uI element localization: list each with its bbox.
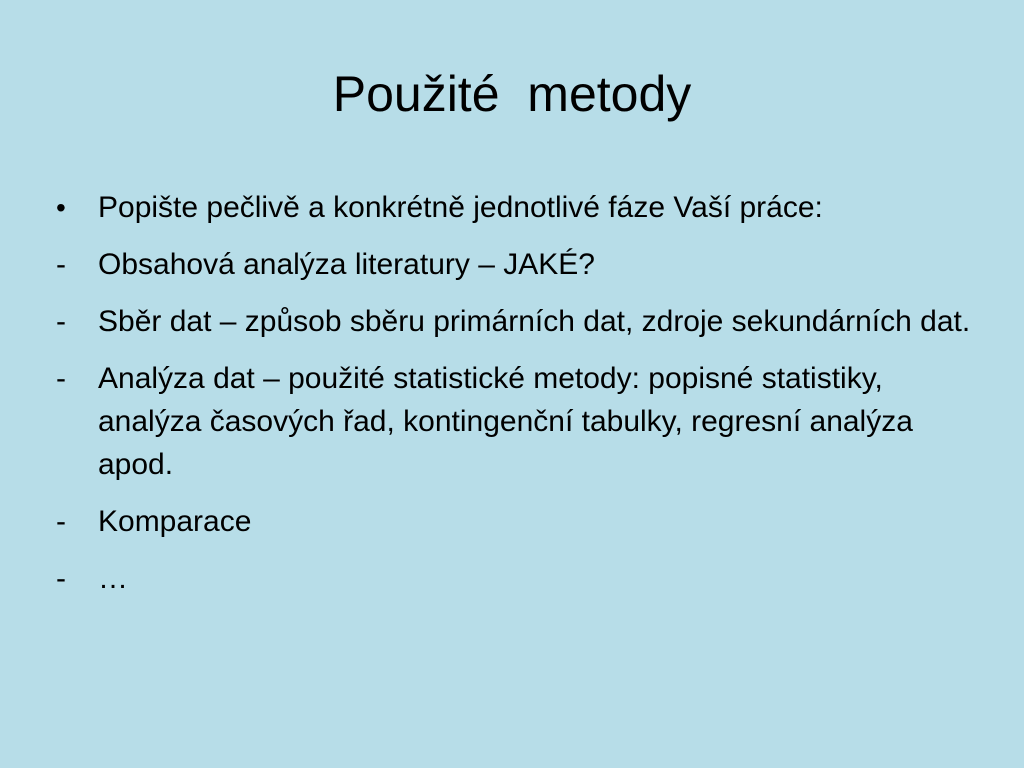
dash-marker: - [56, 562, 66, 595]
list-item [56, 500, 976, 543]
list-item-text: Analýza dat – použité statistické metody: popisné statistiky, analýza časových řad, kontingenční tabulky, regresní analýza apod. [98, 362, 913, 481]
bullet-marker: • [56, 192, 66, 223]
dash-marker: - [56, 248, 66, 281]
list-item-text: … [98, 562, 128, 595]
list-item-text: Komparace [98, 505, 252, 538]
list-item [56, 186, 976, 229]
list-item-text: Obsahová analýza literatury – JAKÉ? [98, 248, 595, 281]
list-item [56, 557, 976, 600]
list-item [56, 243, 976, 286]
list-item-text: Sběr dat – způsob sběru primárních dat, zdroje sekundárních dat. [98, 305, 971, 338]
content-list [56, 186, 976, 614]
dash-marker: - [56, 505, 66, 538]
list-item [56, 357, 976, 486]
list-item-text: Popište pečlivě a konkrétně jednotlivé fáze Vaší práce: [98, 191, 823, 224]
list-item [56, 300, 976, 343]
slide-title: Použité metody [332, 66, 692, 122]
dash-marker: - [56, 362, 66, 395]
dash-marker: - [56, 305, 66, 338]
